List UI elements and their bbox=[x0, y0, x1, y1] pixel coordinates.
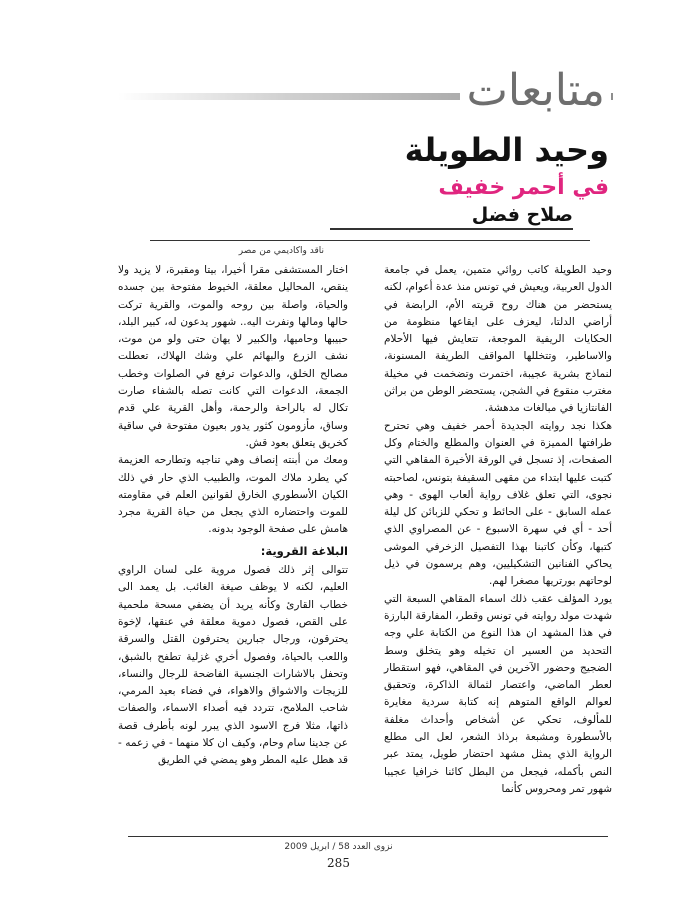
article-column-left bbox=[118, 262, 348, 770]
paragraph: هكذا نجد روايته الجديدة أحمر خفيف وهي تحترح طرافتها المميزة في العنوان والمطلع والختام وكل الصفحات، إذ تسجل في الورقة الأخيرة المقاهي التي كتبت عليها ابتداء من مقهى السقيفة بتونس، لصاحبته نجوى، التي تعلق غلاف رواية ألعاب الهوى - وهي عمله السابق - على الحائط و تحكي للزبائن كل ليلة أحد - أي في سهرة الاسبوع - عن المصراوي الذي كتبها، وكأن كاتبنا بهذا التفصيل الزخرفي الموشى يحاكي الفنانين التشكيليين، وهم يرسمون في ذيل لوحاتهم بورتريها مصغرا لهم. bbox=[384, 419, 612, 588]
author-bio: ناقد واكاديمي من مصر bbox=[238, 246, 324, 256]
article-title: وحيد الطويلة bbox=[404, 131, 609, 169]
section-subheading: البلاغة القروية: bbox=[260, 543, 348, 558]
issue-line: نزوى العدد 58 / ابريل 2009 bbox=[284, 842, 393, 852]
article-subtitle: في أحمر خفيف bbox=[438, 175, 609, 200]
author-name: صلاح فضل bbox=[471, 204, 573, 226]
paragraph: يورد المؤلف عقب ذلك اسماء المقاهي السبعة التي شهدت مولد روايته في تونس وقطر، المفارقة البارزة في هذا المشهد ان هذا النوع من الكتابة علي وجه التحديد من العسير ان تخيله وهو يتخلق وسط الضجيج وحضور الآخرين في المقاهي، فهو استقطار لعطر الماضي، واعتصار لثمالة الذاكرة، وتحقيق لعوالم الواقع المتوهم إنه كتابة سردية مغايرة للمألوف، تحكي عن أشخاص وأحداث مغلفة بالأسطورة ومشبعة برذاذ الشعر، لعل الى مطلع الرواية الذي يمثل مشهد احتضار طويل، يمتد عبر النص بأكمله، فيجعل من البطل كائنا خرافيا عجيبا شهور تمر ومحروس كأنما bbox=[384, 592, 612, 795]
article-column-right bbox=[384, 262, 612, 798]
paragraph: تتوالى إثر ذلك فصول مروية على لسان الراوي العليم، لكنه لا يوظف صيغة الغائب. بل يعمد الى خطاب القارئ وكأنه يريد أن يضفي مسحة ملحمية على القص، فصول دموية معلقة في عنقها، لإخوة يحترقون، ورجال جبارين يحترفون القتل والسرقة واللعب بالحياة، وفصول أخري غزلية تطفح بالشبق، وتحفل بالاشارات الجنسية الفاضحة للرجال والنساء، للزيجات والاشواق والاهواء، في فضاء بعيد المرمي، شاحب الملامح، تتردد فيه أصداء الاسماء، والصفات ذاتها، مثلا فرج الاسود الذي يبرر لونه بأطرف قصة عن جدينا سام وحام، وكيف ان كلا منهما - في زعمه - قد هطل عليه المطر وهو يمضي في الطريق bbox=[118, 564, 348, 767]
author-underline bbox=[330, 228, 573, 230]
columns-top-divider bbox=[150, 240, 590, 241]
paragraph: وحيد الطويلة كاتب روائي متمين، يعمل في جامعة الدول العربية، ويعيش في تونس منذ عدة أعوام، لكنه يستحضر من هناك روح قريته الأم، الرابضة في أراضي الدلتا، ليعزف على ايقاعها منظومة من الحكايات الريفية الموجعة، تتعايش فيها الأحلام والاساطير، وتتخللها المواقف الطريفة المسنونة، لنماذج بشرية عجيبة، اختمرت وتضخمت في مخيلة مغترب منقوع في الشجن، يستحضر الوطن من براثن الفانتازيا في مبالغات مدهشة. bbox=[384, 264, 612, 415]
paragraph: اختار المستشفى مقرا أخيرا، بيتا ومقبرة، لا يزيد ولا ينقص، المحاليل معلقة، الخيوط مفتوحة بين جسده والحياة، واصلة بين روحه والموت، والقرية تركت حالها ومالها ونفرت اليه.. شهور يدعون له، كبير البلد، حبيبها وحاميها، والكبير لا يهان حتى ولو من موت، نشف الزرع والبهائم علي وشك الهلاك، تعطلت مصالح الخلق، والدعوات ترفع في الصلوات وخطب الجمعة، الدعوات التي كانت تصله بالشفاء صارت تكال له بالراحة والرحمة، وأهل القرية علي قدم وساق، مأزومون كثور يدور بعيون مفتوحة في ساقية كخريق يتعلق بعود قش. bbox=[118, 264, 348, 449]
page-number: 285 bbox=[327, 856, 350, 870]
section-title: متابعات bbox=[460, 66, 611, 116]
footer-divider bbox=[128, 836, 608, 837]
paragraph: ومعك من أبنته إنصاف وهي تناجيه وتطارحه العزيمة كي يطرد ملاك الموت، والطبيب الذي حار في ذلك الكيان الأسطوري الخارق لقوانين العلم في مقاومته للموت واحتضاره الذي يجعل من حياة القرية مجرد هامش على صفحة الوجود بدونه. bbox=[118, 454, 348, 536]
